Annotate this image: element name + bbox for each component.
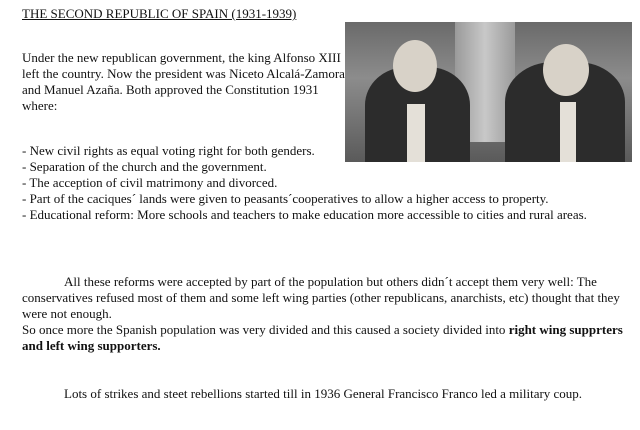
photo-head-right	[543, 44, 589, 96]
historical-photo	[345, 22, 632, 162]
reactions-paragraph: All these reforms were accepted by part of the population but others didn´t accept them very well: The conservatives refused most of them and some left wing parties (other republicans, anarchists, etc) thought that they were not enough.	[22, 274, 620, 321]
photo-head-left	[393, 40, 437, 92]
consequences-section	[22, 274, 632, 354]
division-text: So once more the Spanish population was very divided and this caused a society divided into	[22, 322, 509, 337]
division-bold-text: right wing supprters and left wing supporters.	[22, 322, 623, 353]
coup-paragraph	[22, 386, 632, 402]
document-title: THE SECOND REPUBLIC OF SPAIN (1931-1939)	[22, 6, 297, 21]
reform-item: - Separation of the church and the government.	[22, 159, 267, 174]
reform-item: - Part of the caciques´ lands were given to peasants´cooperatives to allow a higher access to property.	[22, 191, 549, 206]
reform-item: - Educational reform: More schools and teachers to make education more accessible to cities and rural areas.	[22, 207, 587, 222]
reform-item: - New civil rights as equal voting right for both genders.	[22, 143, 315, 158]
reforms-list	[22, 143, 637, 223]
intro-paragraph: Under the new republican government, the king Alfonso XIII left the country. Now the president was Niceto Alcalá-Zamora and Manuel Azaña. Both approved the Constitution 1931 where:	[22, 50, 345, 113]
reform-item: - The acception of civil matrimony and divorced.	[22, 175, 278, 190]
coup-text: Lots of strikes and steet rebellions started till in 1936 General Francisco Franco led a military coup.	[64, 386, 583, 401]
